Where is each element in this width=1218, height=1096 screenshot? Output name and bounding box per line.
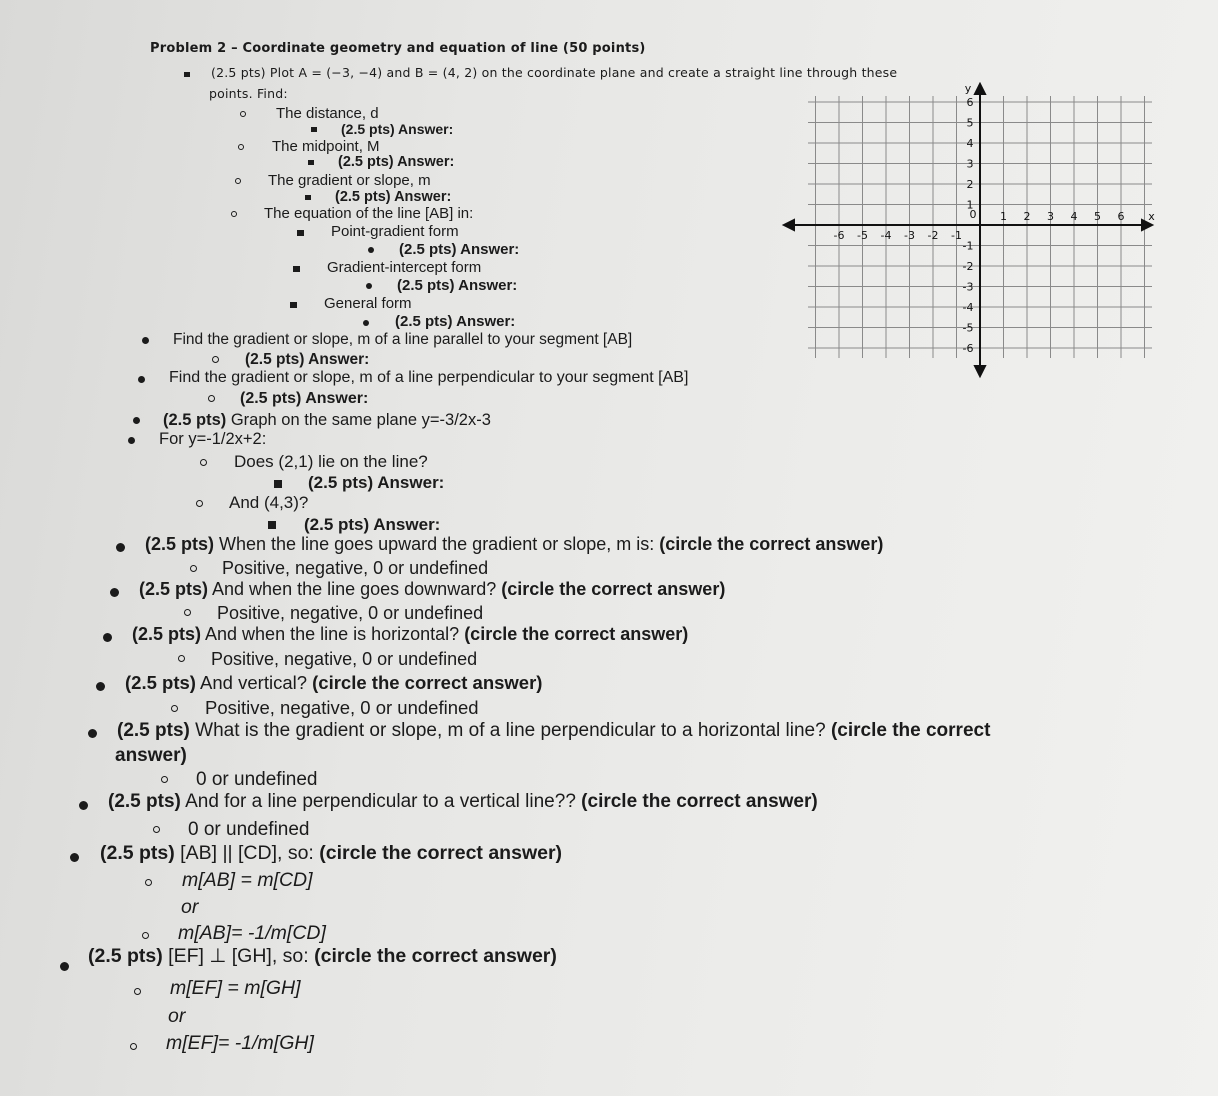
bullet-dot <box>96 682 105 691</box>
bullet-dot <box>70 853 79 862</box>
perp-horizontal-question <box>117 721 990 740</box>
y-axis-label: y <box>964 82 972 95</box>
y-tick-label: 4 <box>966 137 974 150</box>
y-axis-arrow-up <box>975 84 985 94</box>
bullet-square <box>184 72 190 77</box>
perp-horizontal-question-end: answer) <box>115 745 187 766</box>
y-axis-arrow-down <box>975 366 985 376</box>
perp-relation-text: [EF] ⊥ [GH], so: <box>162 945 315 967</box>
x-tick-label: 4 <box>1070 210 1078 223</box>
circle-instruction: (circle the correct answer) <box>312 672 543 693</box>
bullet-ring <box>200 459 207 466</box>
x-axis-label: x <box>1148 210 1155 223</box>
bullet-dot <box>138 376 145 383</box>
perp-option-negative-reciprocal[interactable]: m[EF]= -1/m[GH] <box>166 1032 314 1054</box>
bullet-ring <box>235 178 241 184</box>
perp-vertical-text: And for a line perpendicular to a vertical line?? <box>180 791 582 812</box>
perpendicular-question: Find the gradient or slope, m of a line perpendicular to your segment [AB] <box>169 369 689 386</box>
x-tick-label: 6 <box>1117 210 1125 223</box>
bullet-ring <box>196 500 203 507</box>
point-2-1-answer: (2.5 pts) Answer: <box>308 473 445 492</box>
gi-form-answer: (2.5 pts) Answer: <box>397 277 518 294</box>
bullet-square <box>305 195 311 200</box>
point-4-3-answer: (2.5 pts) Answer: <box>304 515 441 534</box>
circle-instruction: (circle the correct answer) <box>659 534 884 554</box>
point-2-1-question: Does (2,1) lie on the line? <box>234 452 428 471</box>
perpendicular-answer: (2.5 pts) Answer: <box>240 390 369 407</box>
bullet-ring <box>240 111 246 117</box>
upward-text: When the line goes upward the gradient or slope, m is: <box>214 534 660 554</box>
parallel-answer: (2.5 pts) Answer: <box>245 351 370 368</box>
for-line-question: For y=-1/2x+2: <box>159 430 267 448</box>
y-tick-label: 5 <box>966 116 974 130</box>
parallel-option-equal[interactable]: m[AB] = m[CD] <box>182 869 313 891</box>
bullet-dot <box>128 437 135 444</box>
points-tag: (2.5 pts) <box>117 720 190 741</box>
bullet-ring <box>190 565 197 572</box>
perp-option-equal[interactable]: m[EF] = m[GH] <box>170 977 301 999</box>
y-tick-label: 1 <box>966 198 974 212</box>
graph-question <box>163 412 491 429</box>
pg-form-answer: (2.5 pts) Answer: <box>399 241 520 258</box>
downward-question <box>139 580 725 598</box>
perp-relation-question <box>88 947 557 967</box>
x-tick-label: 5 <box>1094 210 1101 223</box>
bullet-dot <box>133 417 140 424</box>
origin-label: 0 <box>969 208 977 221</box>
pg-form-label: Point-gradient form <box>331 223 459 240</box>
point-4-3-question: And (4,3)? <box>229 493 309 512</box>
bullet-ring <box>212 356 219 363</box>
gradient-label: The gradient or slope, m <box>268 172 431 189</box>
vertical-options[interactable]: Positive, negative, 0 or undefined <box>205 697 479 718</box>
bullet-square <box>274 480 282 488</box>
points-tag: (2.5 pts) <box>139 579 209 599</box>
circle-instruction: (circle the correct <box>830 720 991 741</box>
bullet-ring <box>178 655 185 662</box>
bullet-dot <box>363 320 369 326</box>
points-tag: (2.5 pts) <box>100 842 175 864</box>
circle-instruction: (circle the correct answer) <box>319 842 563 864</box>
downward-text: And when the line goes downward? <box>208 579 502 599</box>
circle-instruction: (circle the correct answer) <box>581 791 818 812</box>
bullet-dot <box>142 337 149 344</box>
x-axis-arrow-left <box>784 220 794 230</box>
perp-horizontal-options[interactable]: 0 or undefined <box>196 769 318 790</box>
circle-instruction: (circle the correct answer) <box>314 945 557 967</box>
parallel-option-negative-reciprocal[interactable]: m[AB]= -1/m[CD] <box>178 922 326 944</box>
coordinate-plane[interactable] <box>780 82 1160 382</box>
bullet-ring <box>161 776 168 783</box>
bullet-dot <box>79 801 88 810</box>
bullet-square <box>268 521 276 529</box>
y-tick-label: -4 <box>962 301 974 314</box>
x-tick-label: 2 <box>1023 210 1031 223</box>
points-tag: (2.5 pts) <box>88 945 163 967</box>
x-tick-label: -4 <box>880 229 892 242</box>
bullet-ring <box>153 826 160 833</box>
points-tag: (2.5 pts) <box>132 624 202 644</box>
vertical-text: And vertical? <box>195 672 313 693</box>
bullet-dot <box>368 247 374 253</box>
x-tick-label: -6 <box>833 229 845 242</box>
horizontal-text: And when the line is horizontal? <box>201 624 465 644</box>
gi-form-label: Gradient-intercept form <box>327 259 482 276</box>
horizontal-options[interactable]: Positive, negative, 0 or undefined <box>211 649 478 669</box>
bullet-ring <box>208 395 215 402</box>
or-label: or <box>168 1005 186 1027</box>
points-tag: (2.5 pts) <box>145 534 215 554</box>
vertical-question <box>125 674 542 693</box>
x-tick-label: 1 <box>1000 210 1007 223</box>
bullet-ring <box>130 1043 137 1050</box>
general-form-answer: (2.5 pts) Answer: <box>395 313 516 330</box>
x-tick-label: -1 <box>951 229 962 242</box>
bullet-ring <box>231 211 237 217</box>
points-tag: (2.5 pts) <box>163 411 227 429</box>
distance-answer: (2.5 pts) Answer: <box>341 121 454 137</box>
equation-label: The equation of the line [AB] in: <box>264 205 474 222</box>
intro-line-1: (2.5 pts) Plot A = (−3, −4) and B = (4, 2) on the coordinate plane and create a straight line through these <box>211 65 898 80</box>
bullet-dot <box>103 633 112 642</box>
x-tick-label: 3 <box>1047 210 1054 223</box>
y-tick-label: -3 <box>962 280 974 294</box>
bullet-square <box>290 302 297 308</box>
bullet-ring <box>238 144 244 150</box>
bullet-square <box>297 230 304 236</box>
y-tick-label: -1 <box>962 239 974 253</box>
bullet-ring <box>134 988 141 995</box>
midpoint-label: The midpoint, M <box>272 138 380 155</box>
perp-vertical-question <box>108 792 818 811</box>
graph-question-text: Graph on the same plane y=-3/2x-3 <box>226 411 491 429</box>
x-tick-label: -3 <box>904 229 915 242</box>
bullet-square <box>308 160 314 165</box>
bullet-ring <box>145 879 152 886</box>
gradient-answer: (2.5 pts) Answer: <box>335 189 452 205</box>
parallel-relation-text: [AB] || [CD], so: <box>174 842 320 864</box>
x-tick-label: -5 <box>857 229 868 242</box>
circle-instruction: (circle the correct answer) <box>464 624 689 644</box>
bullet-ring <box>171 705 178 712</box>
downward-options[interactable]: Positive, negative, 0 or undefined <box>217 603 484 623</box>
page-title: Problem 2 – Coordinate geometry and equation of line (50 points) <box>150 41 646 56</box>
distance-label: The distance, d <box>276 105 379 122</box>
y-tick-label: 6 <box>966 96 974 109</box>
bullet-square <box>311 127 317 132</box>
x-tick-label: -2 <box>927 229 939 242</box>
general-form-label: General form <box>324 295 412 312</box>
bullet-dot <box>116 543 125 552</box>
parallel-relation-question <box>100 844 562 864</box>
or-label: or <box>181 896 199 918</box>
upward-question <box>145 535 883 553</box>
y-tick-label: -6 <box>962 342 974 355</box>
y-tick-label: 3 <box>966 157 974 171</box>
y-tick-label: 2 <box>966 178 974 191</box>
bullet-dot <box>88 729 97 738</box>
y-tick-label: -2 <box>962 260 974 273</box>
bullet-dot <box>60 962 69 971</box>
upward-options[interactable]: Positive, negative, 0 or undefined <box>222 558 489 578</box>
bullet-dot <box>110 588 119 597</box>
y-tick-label: -5 <box>962 321 974 335</box>
midpoint-answer: (2.5 pts) Answer: <box>338 154 455 170</box>
horizontal-question <box>132 625 688 643</box>
perp-vertical-options[interactable]: 0 or undefined <box>188 819 310 840</box>
points-tag: (2.5 pts) <box>125 672 196 693</box>
bullet-square <box>293 266 300 272</box>
circle-instruction: (circle the correct answer) <box>501 579 726 599</box>
bullet-ring <box>184 609 191 616</box>
bullet-ring <box>142 932 149 939</box>
perp-horizontal-text: What is the gradient or slope, m of a line perpendicular to a horizontal line? <box>189 720 831 741</box>
bullet-dot <box>366 283 372 289</box>
intro-line-2: points. Find: <box>209 86 288 101</box>
points-tag: (2.5 pts) <box>108 791 181 812</box>
parallel-question: Find the gradient or slope, m of a line parallel to your segment [AB] <box>173 331 633 348</box>
